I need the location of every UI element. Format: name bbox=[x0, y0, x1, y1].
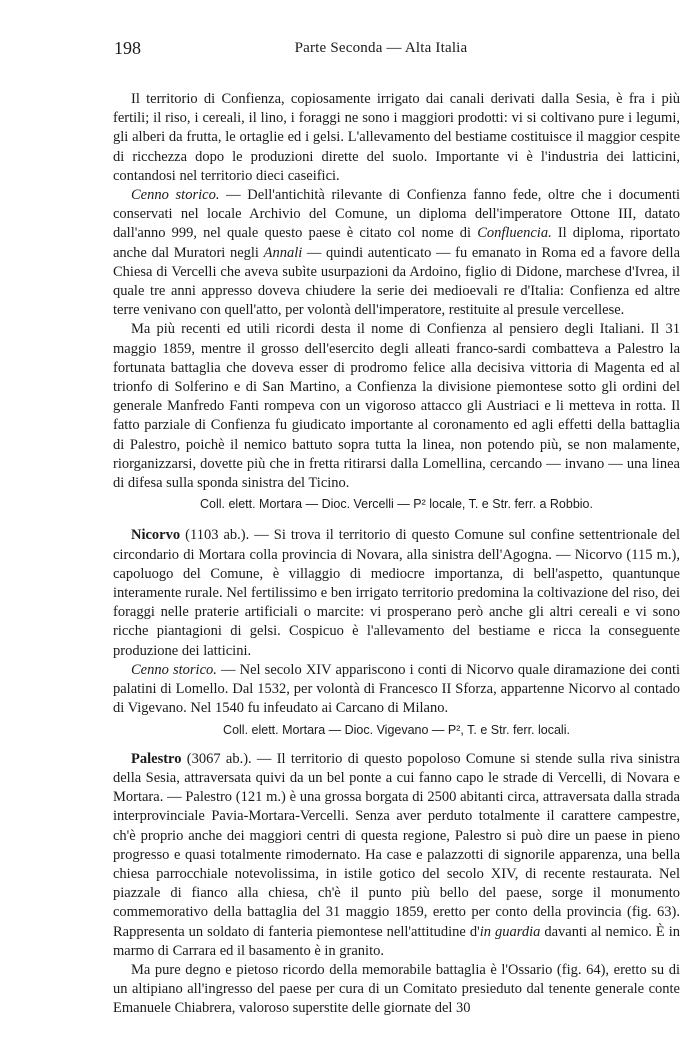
confienza-paragraph-2 bbox=[113, 186, 680, 320]
nicorvo-paragraph-1 bbox=[113, 526, 680, 660]
nicorvo-paragraph-2 bbox=[113, 661, 680, 719]
page-body bbox=[113, 90, 680, 1019]
paragraph-text: — Nel secolo XIV appariscono i conti di Nicorvo quale diramazione dei conti palatini di Lomello. Dal 1532, per volontà di Francesco II Sforza, appartenne Nicorvo al contado di Vigevano. Nel 1540 fu infeudato ai Carcano di Milano. bbox=[113, 661, 681, 717]
confienza-citation: Coll. elett. Mortara — Dioc. Vercelli — P² locale, T. e Str. ferr. a Robbio. bbox=[200, 497, 593, 512]
italic-name: Confluencia. bbox=[477, 225, 552, 242]
page-header bbox=[114, 38, 648, 62]
paragraph-text: (1103 ab.). — Si trova il territorio di questo Comune sul confine settentrionale del circondario di Mortara colla provincia di Novara, alla sinistra dell'Agogna. — Nicorvo (115 m.), capoluogo del Comune, è villaggio di mediocre importanza, di bell'aspetto, quantunque interamente rurale. Nel fertilissimo e ben irrigato territorio predomina la coltivazione del riso, dei foraggi nelle praterie artificiali o marcite: vi prosperano però anche gli altri cereali e vi sono ricche piantagioni di gelsi. Cospicuo è l'allevamento del bestiame e ricca la conseguente produzione dei latticini. bbox=[113, 527, 680, 659]
section-label: Cenno storico. bbox=[131, 187, 220, 204]
confienza-paragraph-3 bbox=[113, 320, 680, 493]
palestro-paragraph-1 bbox=[113, 750, 680, 961]
page-number: 198 bbox=[114, 38, 141, 58]
entry-heading: Palestro bbox=[131, 750, 182, 767]
paragraph-text: Il diploma, riportato anche dal Muratori negli bbox=[113, 225, 680, 261]
nicorvo-citation: Coll. elett. Mortara — Dioc. Vigevano — P², T. e Str. ferr. locali. bbox=[223, 722, 570, 737]
paragraph-text: (3067 ab.). — Il territorio di questo popoloso Comune si stende sulla riva sinistra della Sesia, attraversata quivi da un bel ponte a cui fanno capo le strade di Vercelli, di Novara e Mortara. — Palestro (121 m.) è una grossa borgata di 2500 abitanti circa, attraversata dalla strada interprovinciale Pavia-Mortara-Vercelli. Senza aver perduto totalmente il carattere campestre, ch'è proprio anche dei maggiori centri di questa regione, Palestro si può dire un paese in pieno progresso e quasi totalmente rimodernato. Ha case e palazzotti di signorile apparenza, una bella chiesa parrocchiale notevolissima, in istile gotico del secolo XIV, di recente restaurata. Nel piazzale di fianco alla chiesa, ch'è il punto più bello del paese, sorge il monumento commemorativo della battaglia del 31 maggio 1859, eretto per conto della provincia (fig. 63). Rappresenta un soldato di fanteria piemontese nell'attitudine d' bbox=[113, 750, 680, 940]
paragraph-text: Ma più recenti ed utili ricordi desta il nome di Confienza al pensiero degli Italiani. Il 31 maggio 1859, mentre il grosso dell'esercito degli alleati franco-sardi combatteva a Palestro la fortunata battaglia che doveva esser di prodromo felice alla decisiva vittoria di Magenta ed al trionfo di Solferino e di San Martino, a Confienza la divisione piemontese sotto gli ordini del generale Manfredo Fanti rompeva con un vigoroso attacco gli Austriaci e li metteva in rotta. Il fatto parziale di Confienza fu giudicato importante al coronamento ed agli effetti della battaglia di Palestro, poichè il nemico battuto sopra tutta la linea, non potendo più, se non malamente, riorganizzarsi, dovette più che in fretta ritirarsi dalla Lomellina, cercando — invano — una linea di difesa sulla sponda sinistra del Ticino. bbox=[113, 321, 680, 492]
section-label: Cenno storico. bbox=[131, 661, 217, 678]
paragraph-text: Il territorio di Confienza, copiosamente irrigato dai canali derivati dalla Sesia, è fra i più fertili; il riso, i cereali, il lino, i foraggi ne sono i maggiori prodotti: vi si coltivano pure i legumi, gli alberi da frutta, le ortaglie ed i gelsi. L'allevamento del bestiame costituisce il maggior cespite di ricchezza dopo le produzioni dirette del suolo. Importante vi è l'industria dei latticini, contandosi nel territorio dieci caseifici. bbox=[113, 91, 680, 184]
paragraph-text: davanti al nemico. È in marmo di Carrara ed il basamento è in granito. bbox=[113, 923, 680, 959]
palestro-paragraph-2 bbox=[113, 961, 680, 1019]
entry-heading: Nicorvo bbox=[131, 527, 181, 544]
paragraph-text: — Dell'antichità rilevante di Confienza fanno fede, oltre che i documenti conservati nel locale Archivio del Comune, un diploma dell'imperatore Ottone III, datato dall'anno 999, nel quale questo paese è citato col nome di bbox=[113, 187, 681, 242]
running-title: Parte Seconda — Alta Italia bbox=[294, 40, 468, 56]
confienza-paragraph-1 bbox=[113, 90, 680, 186]
paragraph-text: — quindi autenticato — fu emanato in Roma ed a favore della Chiesa di Vercelli che aveva subìte usurpazioni da Ardoino, figlio di Didone, marchese d'Ivrea, il quale tre anni appresso doveva chiudere la serie dei medioevali re d'Italia: Confienza ed altre terre venivano con quell'atto, per volontà dell'imperatore, restituite al presule vercellese. bbox=[113, 244, 680, 319]
italic-phrase: in guardia bbox=[479, 923, 541, 940]
paragraph-text: Ma pure degno e pietoso ricordo della memorabile battaglia è l'Ossario (fig. 64), eretto su di un altipiano all'ingresso del paese per cura di un Comitato presieduto dal tenente generale conte Emanuele Chiabrera, valoroso superstite delle giornate del 30 bbox=[113, 961, 680, 1017]
italic-title: Annali bbox=[263, 244, 303, 261]
